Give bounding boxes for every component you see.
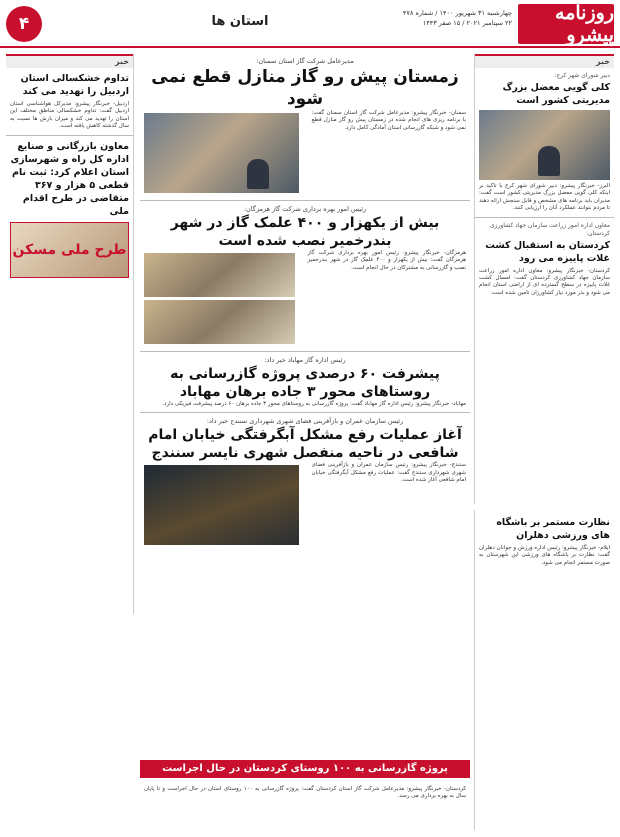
main-kicker-1: مدیرعامل شرکت گاز استان سمنان: xyxy=(256,57,354,65)
banner-story xyxy=(140,782,470,832)
main-kicker-3: رئیس اداره گاز مهاباد خبر داد: xyxy=(264,356,346,364)
right-divider xyxy=(475,217,614,218)
main-column xyxy=(140,54,470,834)
right-body-2: کردستان- خبرنگار پیشرو: معاون اداره امور زراعت سازمان جهاد کشاورزی کردستان گفت: امسال کشت غلات پاییزه در سطح گسترده ای از اراضی استان انجام می شود و بذر مورد نیاز کشاورزان تامین شده است. xyxy=(479,267,610,296)
main-headline-2: بیش از یکهزار و ۴۰۰ علمک گاز در شهر بندرخمیر نصب شده است xyxy=(170,215,440,249)
masthead xyxy=(0,0,620,48)
main-body-1: سمنان- خبرنگار پیشرو: مدیرعامل شرکت گاز استان سمنان گفت: با برنامه ریزی های انجام شده در زمستان پیش رو گاز منازل قطع نمی شود و شبکه گازرسانی استان آمادگی کامل دارد. xyxy=(311,110,466,131)
story-2-photo-top xyxy=(144,253,295,297)
bottom-right-body: ایلام- خبرنگار پیشرو: رئیس اداره ورزش و جوانان دهلران گفت: نظارت بر باشگاه های ورزشی این شهرستان به صورت مستمر انجام می شود. xyxy=(479,545,610,566)
right-news-bar: خبر xyxy=(475,54,614,68)
main-body-4: سنندج- خبرنگار پیشرو: رئیس سازمان عمران و بازآفرینی فضای شهری شهرداری سنندج گفت: عملیات رفع مشکل آبگرفتگی خیابان امام شافعی آغاز شده است. xyxy=(311,462,466,484)
left-headline-2: معاون بازرگانی و صنایع اداره کل راه و شهرسازی استان اعلام کرد: ثبت نام قطعی ۵ هزار و ۳۶۷ متقاضی در طرح اقدام ملی xyxy=(10,140,129,217)
left-body: اردبیل- خبرنگار پیشرو: مدیرکل هواشناسی استان اردبیل گفت: تداوم خشکسالی مناطق مختلف این استان را تهدید می کند و میزان بارش ها نسبت به سال گذشته کاهش یافته است. xyxy=(10,101,129,130)
main-divider-1 xyxy=(140,200,470,201)
main-headline-1: زمستان پیش رو گاز منازل قطع نمی شود xyxy=(151,67,459,109)
person-figure xyxy=(247,159,269,189)
gas-project-banner: پروژه گازرسانی به ۱۰۰ روستای کردستان در حال اجراست xyxy=(140,760,470,778)
banner-story-body: کردستان- خبرنگار پیشرو: مدیرعامل شرکت گاز استان کردستان گفت: پروژه گازرسانی به ۱۰۰ روستای استان در حال اجراست و تا پایان سال به بهره برداری می رسد. xyxy=(144,786,466,800)
left-news-bar: خبر xyxy=(6,54,133,68)
main-headline-3: پیشرفت ۶۰ درصدی پروژه گازرسانی به روستاهای محور ۳ جاده برهان مهاباد xyxy=(170,366,440,400)
main-divider-3 xyxy=(140,412,470,413)
page-number-badge: ۴ xyxy=(6,6,42,42)
story-1-layout xyxy=(140,110,470,196)
story-2-layout xyxy=(140,250,470,347)
main-kicker-2: رئیس امور بهره برداری شرکت گاز هرمزگان: xyxy=(243,205,367,213)
bottom-right-headline: نظارت مستمر بر باشگاه های ورزشی دهلران xyxy=(496,517,610,541)
story-2-photo-bottom xyxy=(144,300,295,344)
newspaper-logo: روزنامه پیشرو xyxy=(518,4,614,44)
story-1-photo xyxy=(144,113,299,193)
story-4-night-photo xyxy=(144,465,299,545)
main-body-2: هرمزگان- خبرنگار پیشرو: رئیس امور بهره برداری شرکت گاز هرمزگان گفت: بیش از یکهزار و ۴۰۰ علمک گاز در شهر بندرخمیر نصب و گازرسانی به مشترکان در حال انجام است. xyxy=(307,250,467,271)
right-kicker-2: معاون اداره امور زراعت سازمان جهاد کشاورزی کردستان: xyxy=(489,221,610,237)
right-body: البرز- خبرنگار پیشرو: دبیر شورای شهر کرج با تاکید بر اینکه کلی گویی معضل بزرگ مدیریتی کشور است گفت: مدیران باید برنامه های مشخص و قابل سنجش ارائه دهند تا مردم بتوانند عملکرد آنان را ارزیابی کنند. xyxy=(479,183,610,212)
issue-date-gregorian: ۲۲ سپتامبر ۲۰۲۱ / ۱۵ صفر ۱۴۴۳ xyxy=(422,19,512,27)
right-photo xyxy=(479,110,610,180)
left-divider xyxy=(6,135,133,136)
housing-plan-ad-text: طرح ملی مسکن xyxy=(12,241,127,258)
main-divider-2 xyxy=(140,351,470,352)
main-body-3: مهاباد- خبرنگار پیشرو: رئیس اداره گاز مهاباد گفت: پروژه گازرسانی به روستاهای محور ۳ جاده برهان ۶۰ درصد پیشرفت فیزیکی دارد. xyxy=(162,401,466,407)
left-column xyxy=(6,54,134,614)
story-4-layout xyxy=(140,462,470,548)
main-kicker-4: رئیس سازمان عمران و بازآفرینی فضای شهری شهرداری سنندج خبر داد: xyxy=(206,417,404,426)
right-kicker: دبیر شورای شهر کرج: xyxy=(554,72,610,79)
person-figure xyxy=(538,146,560,176)
right-headline: کلی گویی معضل بزرگ مدیریتی کشور است xyxy=(502,82,610,106)
housing-plan-ad xyxy=(10,222,129,278)
issue-date-persian: چهارشنبه ۳۱ شهریور ۱۴۰۰ / شماره ۴۷۸ xyxy=(402,9,512,17)
main-headline-4: آغاز عملیات رفع مشکل آبگرفتگی خیابان امام شافعی در ناحیه منفصل شهری نایسر سنندج xyxy=(148,427,462,462)
right-headline-2: کردستان به استقبال کشت غلات پاییزه می رود xyxy=(485,239,610,264)
bottom-right-column xyxy=(474,510,614,830)
section-title: استان ها xyxy=(211,14,269,29)
right-column xyxy=(474,54,614,504)
left-headline: تداوم خشکسالی استان اردبیل را تهدید می کند xyxy=(20,73,129,97)
issue-info xyxy=(362,8,512,28)
